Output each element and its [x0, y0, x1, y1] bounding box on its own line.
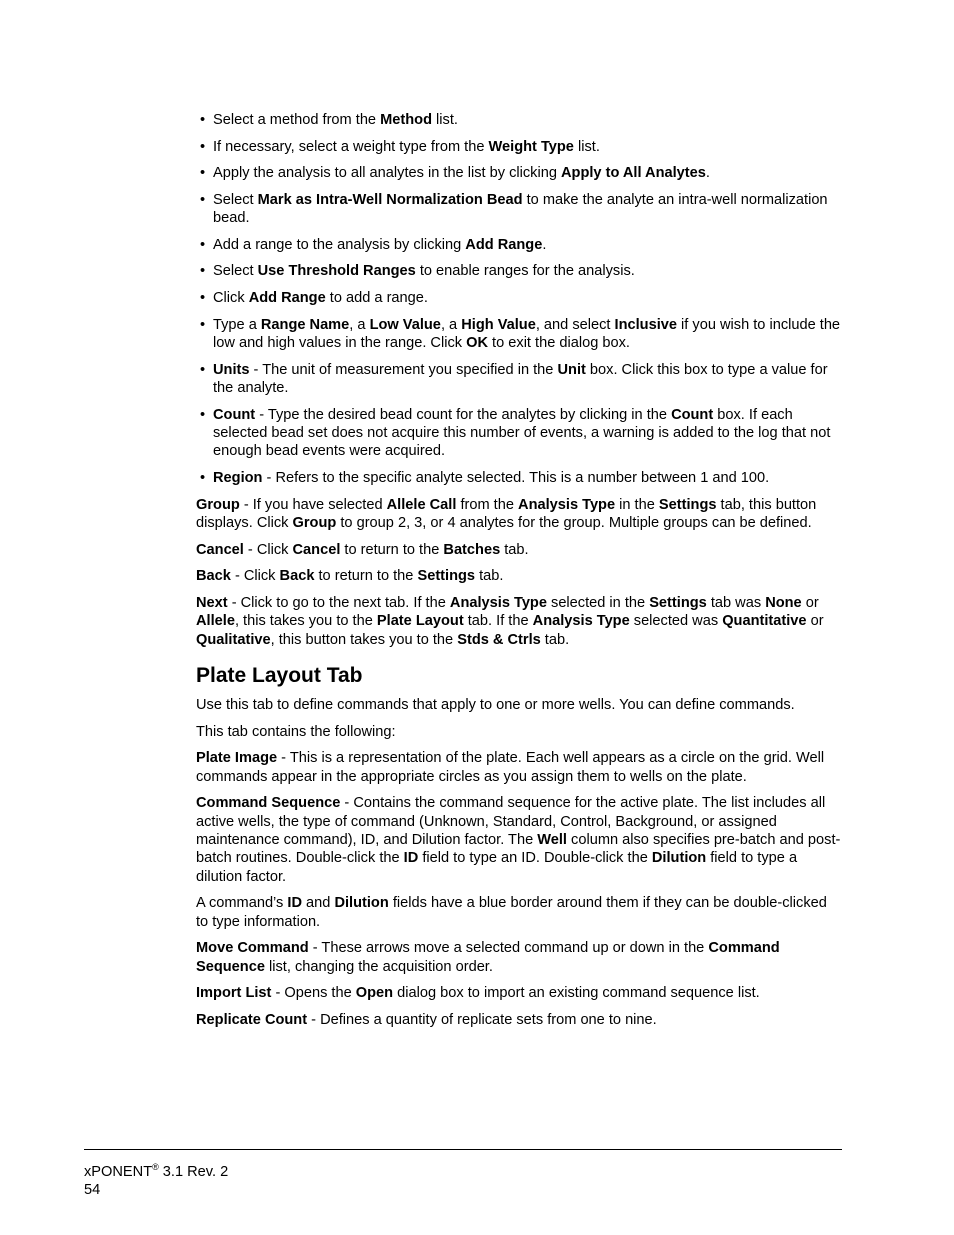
ui-term: Next: [196, 594, 228, 611]
bullet-item: [196, 361, 842, 398]
text-run: fields have a blue border around them if they can be double-clicked to type information.: [196, 895, 827, 930]
text-run: - Click: [243, 541, 293, 558]
paragraph: [196, 594, 842, 649]
ui-term: Low Value: [369, 316, 441, 333]
ui-term: Well: [537, 831, 567, 848]
ui-term: Back: [196, 568, 231, 585]
ui-term: Cancel: [196, 541, 244, 558]
bullet-item: [196, 236, 842, 254]
text-run: or: [806, 613, 824, 630]
section-heading: Plate Layout Tab: [196, 663, 363, 687]
text-run: - If you have selected: [239, 496, 387, 513]
bullet-item: [196, 406, 842, 461]
text-run: A command’s: [196, 895, 288, 912]
text-run: box. Click this box to type a value for the analyte.: [213, 361, 828, 396]
ui-term: Weight Type: [488, 138, 574, 155]
text-run: Select: [213, 191, 258, 208]
text-run: - The unit of measurement you specified in the: [249, 361, 558, 378]
text-run: .: [542, 236, 547, 253]
ui-term: Settings: [417, 568, 476, 585]
text-run: Add a range to the analysis by clicking: [213, 236, 466, 253]
ui-term: Group: [196, 496, 240, 513]
ui-term: Allele: [196, 613, 235, 630]
text-run: tab. If the: [463, 613, 533, 630]
text-run: to add a range.: [325, 289, 428, 306]
ui-term: ID: [287, 895, 302, 912]
ui-term: Analysis Type: [518, 496, 616, 513]
bullet-item: [196, 164, 842, 182]
text-run: to exit the dialog box.: [488, 334, 630, 351]
ui-term: Count: [213, 406, 256, 423]
text-run: This tab contains the following:: [196, 723, 396, 740]
ui-term: Import List: [196, 985, 272, 1002]
text-run: in the: [615, 496, 659, 513]
text-run: tab, this button displays. Click: [196, 496, 817, 531]
text-run: list.: [573, 138, 600, 155]
text-run: to return to the: [340, 541, 444, 558]
text-run: Apply the analysis to all analytes in the list by clicking: [213, 165, 561, 182]
bullet-item: [196, 111, 842, 129]
text-run: tab was: [706, 594, 766, 611]
text-run: - Click: [230, 568, 280, 585]
page-footer: [84, 1163, 228, 1199]
ui-term: Back: [279, 568, 315, 585]
ui-term: Analysis Type: [449, 594, 547, 611]
ui-term: Replicate Count: [196, 1011, 308, 1028]
ui-term: OK: [466, 334, 488, 351]
text-run: - These arrows move a selected command up or down in the: [308, 940, 709, 957]
ui-term: Quantitative: [722, 613, 807, 630]
text-run: to group 2, 3, or 4 analytes for the group. Multiple groups can be defined.: [336, 514, 812, 531]
ui-term: Command Sequence: [196, 795, 341, 812]
paragraph: [196, 567, 842, 585]
text-run: If necessary, select a weight type from the: [213, 138, 489, 155]
text-run: , a: [349, 316, 370, 333]
ui-term: Command Sequence: [196, 940, 780, 975]
paragraph: [196, 696, 842, 714]
text-run: to return to the: [314, 568, 418, 585]
text-run: field to type a dilution factor.: [196, 850, 798, 885]
ui-term: Unit: [557, 361, 586, 378]
text-run: - This is a representation of the plate. Each well appears as a circle on the grid. Well commands appear in the appropriate circles as you assign them to wells on the plate.: [196, 750, 825, 785]
button-descriptions: [196, 496, 842, 649]
ui-term: Allele Call: [386, 496, 457, 513]
paragraph: [196, 541, 842, 559]
page-number: 54: [84, 1182, 101, 1198]
paragraph: [196, 794, 842, 886]
option-bullet-list: [196, 111, 842, 487]
footer-product: [84, 1163, 228, 1181]
plate-layout-descriptions: [196, 696, 842, 1029]
ui-term: Batches: [443, 541, 501, 558]
text-run: , a: [440, 316, 462, 333]
footer-divider: [84, 1149, 842, 1150]
paragraph: [196, 939, 842, 976]
text-run: tab.: [540, 631, 570, 648]
text-run: from the: [456, 496, 519, 513]
text-run: box. If each selected bead set does not acquire this number of events, a warning is added to the log that not enough bead events were acquired.: [213, 406, 831, 460]
text-run: - Opens the: [271, 985, 356, 1002]
text-run: column also specifies pre-batch and post-batch routines. Double-click the: [196, 831, 841, 867]
text-run: - Refers to the specific analyte selected. This is a number between 1 and 100.: [262, 469, 770, 486]
text-run: Type a: [213, 316, 261, 333]
text-run: to enable ranges for the analysis.: [415, 263, 635, 280]
ui-term: Analysis Type: [532, 613, 630, 630]
product-version: 3.1 Rev. 2: [158, 1164, 229, 1180]
paragraph: [196, 1011, 842, 1029]
text-run: tab.: [500, 541, 529, 558]
text-run: - Defines a quantity of replicate sets from one to nine.: [307, 1011, 657, 1028]
ui-term: None: [765, 594, 802, 611]
ui-term: High Value: [461, 316, 536, 333]
ui-term: Apply to All Analytes: [561, 165, 706, 182]
text-run: if you wish to include the low and high values in the range. Click: [213, 316, 841, 351]
ui-term: Settings: [649, 594, 707, 611]
ui-term: Count: [671, 406, 714, 423]
paragraph: [196, 496, 842, 533]
bullet-item: [196, 469, 842, 487]
bullet-item: [196, 262, 842, 280]
ui-term: Region: [213, 469, 263, 486]
product-name: xPONENT: [84, 1164, 153, 1180]
text-run: or: [801, 594, 819, 611]
ui-term: Group: [292, 514, 337, 531]
paragraph: [196, 894, 842, 931]
ui-term: Qualitative: [196, 631, 271, 648]
text-run: and: [301, 895, 335, 912]
ui-term: Inclusive: [614, 316, 677, 333]
text-run: list.: [432, 112, 458, 128]
text-run: selected was: [629, 613, 723, 630]
text-run: dialog box to import an existing command sequence list.: [393, 985, 760, 1002]
text-run: - Type the desired bead count for the analytes by clicking in the: [255, 406, 672, 423]
bullet-item: [196, 316, 842, 353]
ui-term: Plate Layout: [376, 613, 464, 630]
ui-term: Mark as Intra-Well Normalization Bead: [257, 191, 523, 208]
text-run: , and select: [535, 316, 615, 333]
ui-term: Range Name: [260, 316, 350, 333]
ui-term: Cancel: [292, 541, 341, 558]
bullet-item: [196, 191, 842, 228]
ui-term: Settings: [658, 496, 717, 513]
ui-term: Plate Image: [196, 750, 278, 767]
text-run: selected in the: [546, 594, 650, 611]
ui-term: Stds & Ctrls: [457, 631, 541, 648]
text-run: list, changing the acquisition order.: [264, 958, 493, 975]
ui-term: Add Range: [465, 236, 543, 253]
page-content: [196, 111, 842, 1038]
text-run: , this button takes you to the: [270, 631, 458, 648]
ui-term: Dilution: [334, 895, 389, 912]
ui-term: Use Threshold Ranges: [257, 263, 416, 280]
paragraph: [196, 749, 842, 786]
text-run: field to type an ID. Double-click the: [418, 850, 652, 867]
ui-term: Add Range: [248, 289, 326, 306]
text-run: .: [705, 165, 710, 182]
text-run: , this takes you to the: [234, 613, 377, 630]
text-run: tab.: [475, 568, 504, 585]
ui-term: Method: [380, 112, 432, 128]
registered-mark: ®: [152, 1162, 159, 1172]
text-run: Select: [213, 263, 258, 280]
paragraph: [196, 984, 842, 1002]
text-run: to make the analyte an intra-well normalization bead.: [213, 191, 828, 227]
bullet-item: [196, 289, 842, 307]
ui-term: Open: [355, 985, 394, 1002]
ui-term: Units: [213, 361, 250, 378]
text-run: Use this tab to define commands that apply to one or more wells. You can define commands.: [196, 696, 795, 713]
paragraph: [196, 723, 842, 741]
text-run: - Click to go to the next tab. If the: [227, 594, 450, 611]
ui-term: ID: [403, 850, 419, 867]
bullet-item: [196, 138, 842, 156]
text-run: - Contains the command sequence for the active plate. The list includes all active wells, the type of command (Unknown, Standard, Control, Background, or assigned maintenance command), ID, and Dilution factor. The: [196, 795, 826, 848]
text-run: Click: [213, 289, 249, 306]
text-run: Select a method from the: [213, 112, 381, 128]
ui-term: Move Command: [196, 940, 309, 957]
ui-term: Dilution: [651, 850, 707, 867]
